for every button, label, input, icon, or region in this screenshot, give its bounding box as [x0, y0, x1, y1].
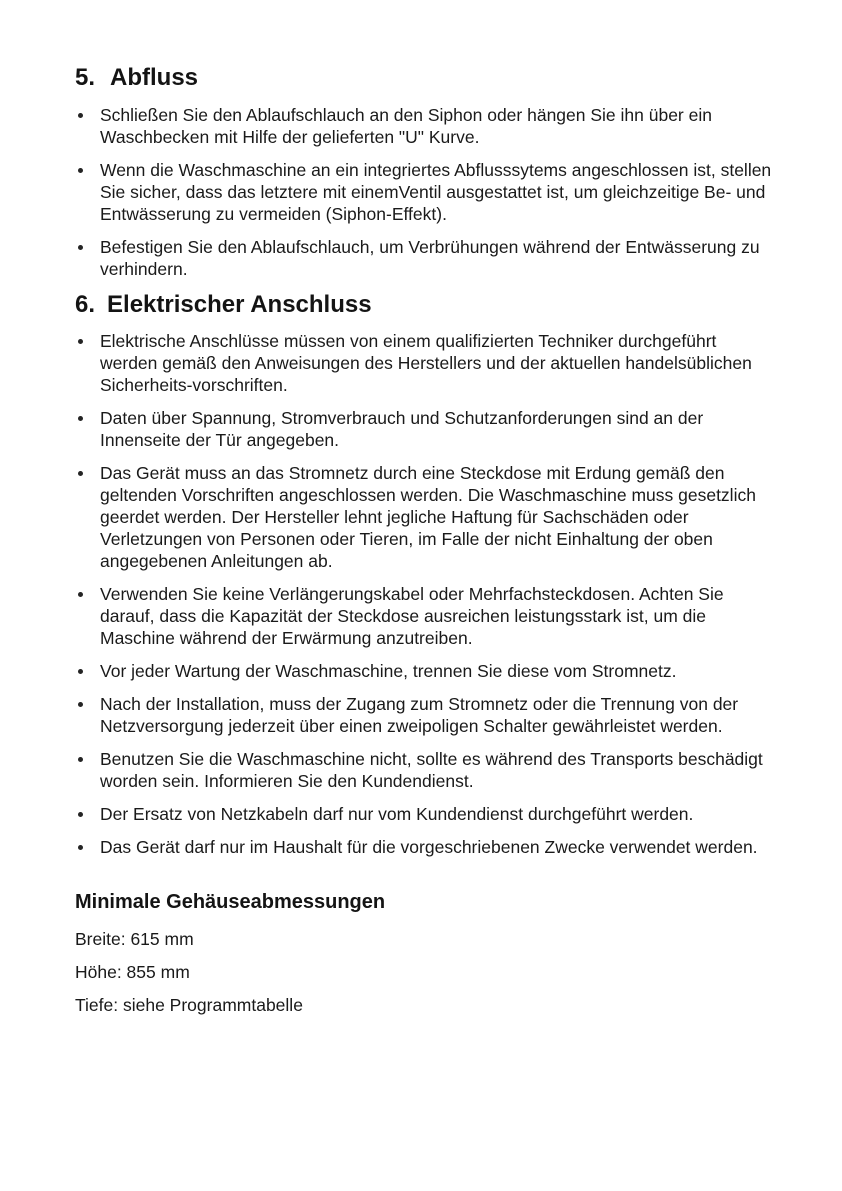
bullet-text: Schließen Sie den Ablaufschlauch an den Siphon oder hängen Sie ihn über ein Waschbecken mit Hilfe der gelieferten "U" Kurve.: [100, 105, 712, 147]
bullet-icon: [78, 669, 83, 674]
section-6-title: Elektrischer Anschluss: [107, 291, 372, 318]
bullet-icon: [78, 168, 83, 173]
bullet-text: Wenn die Waschmaschine an ein integriertes Abflusssytems angeschlossen ist, stellen Sie sicher, dass das letztere mit einemVentil ausgestattet ist, um gleichzeitige Be- und Entwässerung zu vermeiden (Siphon-Effekt).: [100, 160, 772, 224]
bullet-icon: [78, 245, 83, 250]
bullet-text: Verwenden Sie keine Verlängerungskabel oder Mehrfachsteckdosen. Achten Sie darauf, dass die Kapazität der Steckdose ausreichen leistungsstark ist, um die Maschine während der Erwärmung anzutreiben.: [100, 584, 724, 648]
bullet-icon: [78, 416, 83, 421]
list-item: [75, 407, 775, 451]
section-6-heading: [75, 291, 775, 319]
bullet-text: Vor jeder Wartung der Waschmaschine, trennen Sie diese vom Stromnetz.: [100, 661, 677, 681]
section-abfluss: [75, 64, 775, 280]
section-6-number: 6.: [75, 291, 96, 318]
section-5-number: 5.: [75, 64, 96, 91]
bullet-icon: [78, 812, 83, 817]
list-item: [75, 330, 775, 396]
list-item: [75, 159, 775, 225]
bullet-icon: [78, 339, 83, 344]
list-item: [75, 748, 775, 792]
dimension-depth: Tiefe: siehe Programmtabelle: [75, 995, 303, 1015]
bullet-text: Das Gerät muss an das Stromnetz durch eine Steckdose mit Erdung gemäß den geltenden Vorschriften angeschlossen werden. Die Waschmaschine muss gesetzlich geerdet werden. Der Hersteller lehnt jegliche Haftung für Sachschäden oder Verletzungen von Personen oder Tieren, im Falle der nicht Einhaltung der oben angegebenen Anleitungen ab.: [100, 463, 756, 571]
bullet-icon: [78, 592, 83, 597]
list-item: [75, 583, 775, 649]
list-item: [75, 836, 775, 858]
bullet-text: Der Ersatz von Netzkabeln darf nur vom Kundendienst durchgeführt werden.: [100, 804, 694, 824]
bullet-text: Benutzen Sie die Waschmaschine nicht, sollte es während des Transports beschädigt worden sein. Informieren Sie den Kundendienst.: [100, 749, 763, 791]
bullet-text: Das Gerät darf nur im Haushalt für die vorgeschriebenen Zwecke verwendet werden.: [100, 837, 758, 857]
list-item: [75, 236, 775, 280]
dimensions-heading: Minimale Gehäuseabmessungen: [75, 891, 386, 913]
bullet-icon: [78, 471, 83, 476]
dimension-height: Höhe: 855 mm: [75, 962, 190, 982]
dimensions-block: [75, 890, 775, 1016]
list-item: [75, 462, 775, 572]
section-5-heading: [75, 64, 775, 92]
list-item: [75, 693, 775, 737]
list-item: [75, 660, 775, 682]
bullet-text: Elektrische Anschlüsse müssen von einem qualifizierten Techniker durchgeführt werden gemäß den Anweisungen des Herstellers und der aktuellen handelsüblichen Sicherheits-vorschriften.: [100, 331, 752, 395]
list-item: [75, 803, 775, 825]
bullet-icon: [78, 845, 83, 850]
bullet-icon: [78, 757, 83, 762]
bullet-text: Befestigen Sie den Ablaufschlauch, um Verbrühungen während der Entwässerung zu verhindern.: [100, 237, 760, 279]
dimension-width: Breite: 615 mm: [75, 929, 194, 949]
section-5-title: Abfluss: [110, 64, 199, 91]
bullet-icon: [78, 702, 83, 707]
section-elektrischer-anschluss: [75, 291, 775, 858]
bullet-text: Nach der Installation, muss der Zugang zum Stromnetz oder die Trennung von der Netzversorgung jederzeit über einen zweipoligen Schalter gewährleistet werden.: [100, 694, 739, 736]
list-item: [75, 104, 775, 148]
bullet-icon: [78, 113, 83, 118]
bullet-text: Daten über Spannung, Stromverbrauch und Schutzanforderungen sind an der Innenseite der Tür angegeben.: [100, 408, 704, 450]
